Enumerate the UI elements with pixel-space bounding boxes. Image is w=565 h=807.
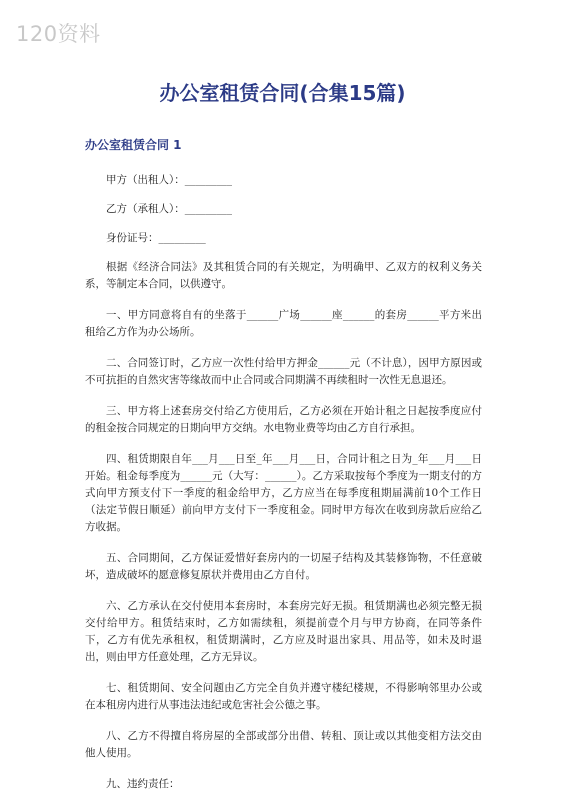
clause-7: 七、租赁期间、安全问题由乙方完全自负并遵守楼纪楼规，不得影响邻里办公或在本租房内进行从事违法违纪或危害社会公德之事。 xyxy=(85,682,482,711)
lessor-field: 甲方（出租人）：_________ xyxy=(106,174,232,186)
document-title: 办公室租赁合同(合集15篇) xyxy=(159,81,406,105)
watermark: 120资料 xyxy=(16,22,101,46)
clause-6: 六、乙方承认在交付使用本套房时，本套房完好无损。租赁期满也必须完整无损交付给甲方。租赁结束时，乙方如需续租，须提前壹个月与甲方协商，在同等条件下，乙方有优先承租权，租赁期满时，乙方应及时退出家具、用品等，如未及时退出，则由甲方任意处理，乙方无异议。 xyxy=(85,600,482,663)
clause-1: 一、甲方同意将自有的坐落于______广场______座______的套房______平方米出租给乙方作为办公场所。 xyxy=(85,309,482,338)
clause-8: 八、乙方不得擅自将房屋的全部或部分出借、转租、顶让或以其他变相方法交由他人使用。 xyxy=(85,730,482,759)
clause-5: 五、合同期间，乙方保证爱惜好套房内的一切屋子结构及其装修饰物，不任意破坏，造成破坏的愿意修复原状并费用由乙方自付。 xyxy=(85,552,482,581)
clause-4: 四、租赁期限自年___月___日至_年___月___日，合同计租之日为_年___月___日开始。租金每季度为______元（大写：______）。乙方采取按每个季度为一期支付的方式向甲方预支付下一季度的租金给甲方，乙方应当在每季度租期届满前10个工作日（法定节假日顺延）前向甲方支付下一季度租金。同时甲方每次在收到房款后应给乙方收据。 xyxy=(85,453,482,533)
lessee-field: 乙方（承租人）：_________ xyxy=(106,203,232,215)
id-number-field: 身份证号：_________ xyxy=(106,232,206,244)
section-heading: 办公室租赁合同 1 xyxy=(85,138,182,152)
contract-body xyxy=(85,172,482,807)
clause-3: 三、甲方将上述套房交付给乙方使用后，乙方必须在开始计租之日起按季度应付的租金按合同规定的日期向甲方交纳。水电物业费等均由乙方自行承担。 xyxy=(85,405,482,434)
clause-9: 九、违约责任： xyxy=(106,778,180,790)
clause-2: 二、合同签订时，乙方应一次性付给甲方押金______元（不计息），因甲方原因或不可抗拒的自然灾害等缘故而中止合同或合同期满不再续租时一次性无息退还。 xyxy=(85,357,482,386)
paragraph-preamble: 根据《经济合同法》及其租赁合同的有关规定，为明确甲、乙双方的权利义务关系，等制定本合同，以供遵守。 xyxy=(85,261,482,290)
